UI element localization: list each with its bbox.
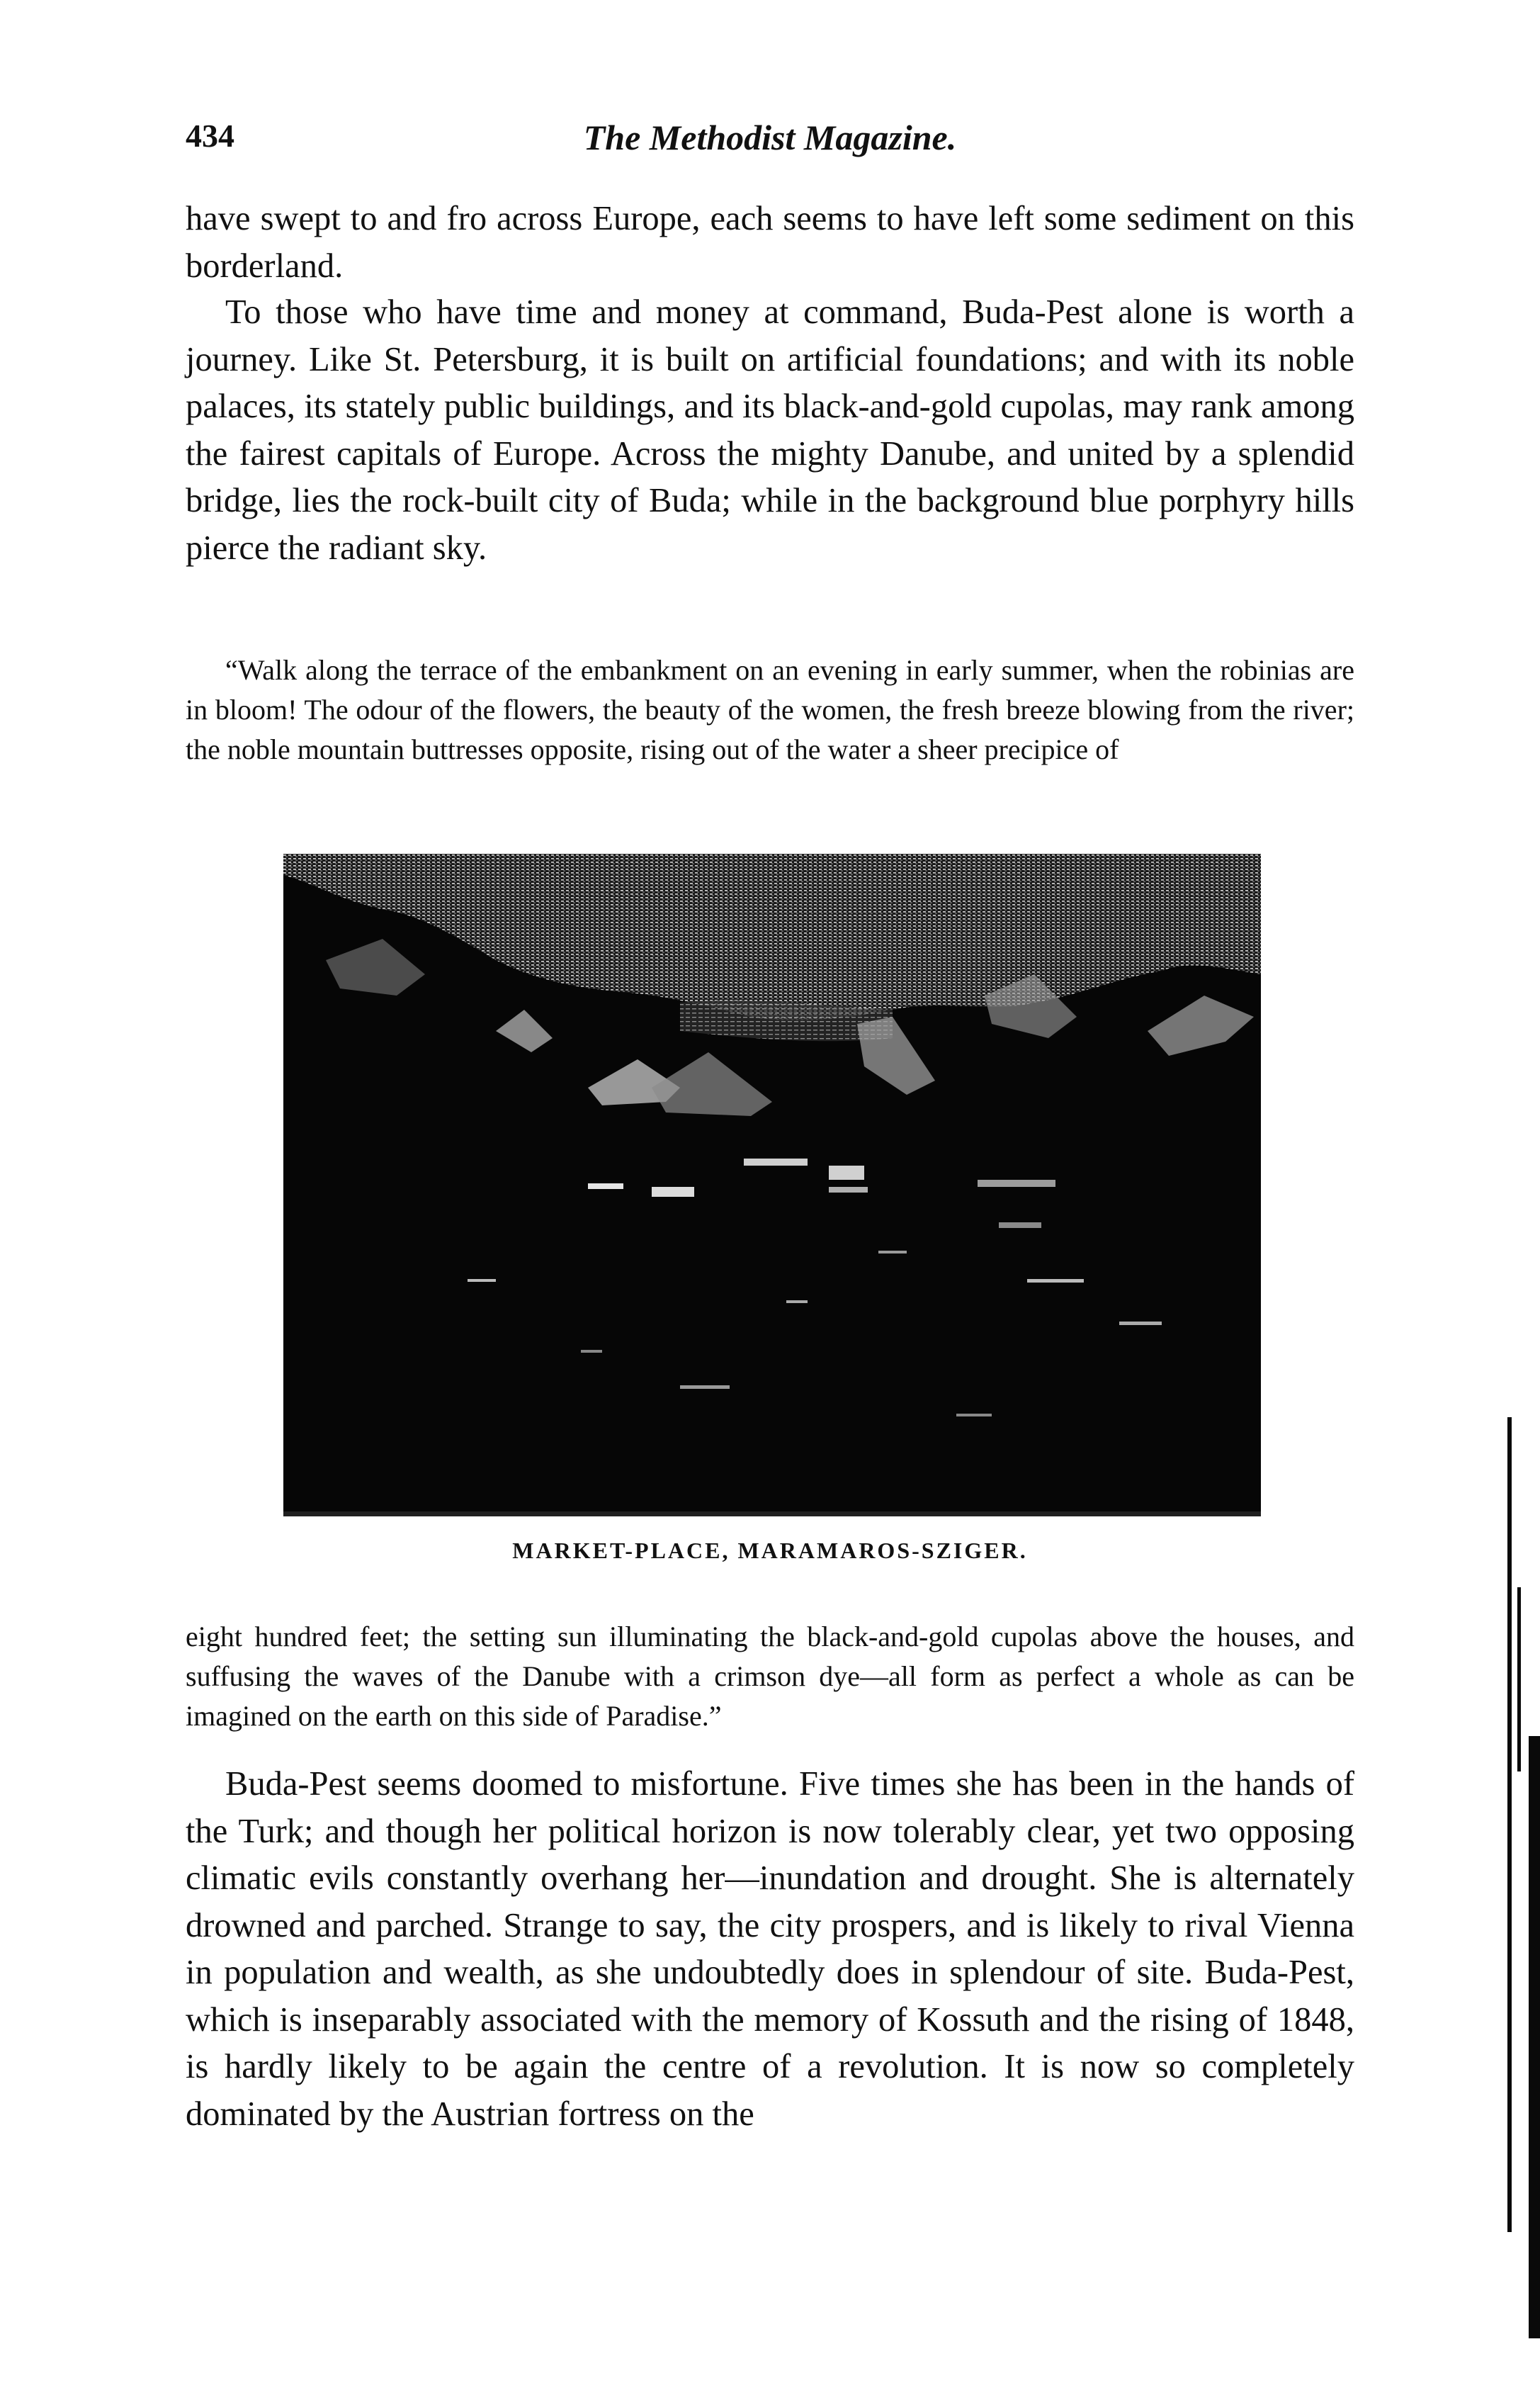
paragraph-text: To those who have time and money at command, Buda-Pest alone is worth a journey. Like St. Petersburg, it is built on artificial foundations; and with its noble palaces, its stately public buildings, and its black-and-gold cupolas, may rank among the fairest capitals of Europe. Across the mighty Danube, and united by a splendid bridge, lies the rock-built city of Buda; while in the background blue porphyry hills pierce the radiant sky. bbox=[186, 293, 1354, 567]
engraving-illustration bbox=[283, 854, 1261, 1516]
market-place-engraving bbox=[283, 854, 1261, 1516]
body-paragraph-continued bbox=[186, 196, 1354, 290]
paragraph-text: Buda-Pest seems doomed to misfortune. Five times she has been in the hands of the Turk; and though her political horizon is now tolerably clear, yet two opposing climatic evils constantly overhang her—inundation and drought. She is alternately drowned and parched. Strange to say, the city prospers, and is likely to rival Vienna in population and wealth, as she undoubtedly does in splendour of site. Buda-Pest, which is inseparably associated with the memory of Kossuth and the rising of 1848, is hardly likely to be again the centre of a revolution. It is now so completely dominated by the Austrian fortress on the bbox=[186, 1765, 1354, 2133]
paragraph-text: have swept to and fro across Europe, each seems to have left some sediment on this borderland. bbox=[186, 200, 1354, 285]
scan-edge-shadow bbox=[1507, 1417, 1512, 2232]
body-paragraph bbox=[186, 289, 1354, 572]
figure-caption: MARKET-PLACE, MARAMAROS-SZIGER. bbox=[512, 1538, 1028, 1563]
quotation-part-2 bbox=[186, 1617, 1354, 1736]
page-number: 434 bbox=[186, 118, 234, 154]
quotation-text: “Walk along the terrace of the embankment on an evening in early summer, when the robinias are in bloom! The odour of the flowers, the beauty of the women, the fresh breeze blowing from the river; the noble mountain buttresses opposite, rising out of the water a sheer precipice of bbox=[186, 654, 1354, 765]
body-paragraph bbox=[186, 1761, 1354, 2138]
page-header bbox=[186, 117, 1354, 167]
quotation-text: eight hundred feet; the setting sun illuminating the black-and-gold cupolas above the houses, and suffusing the waves of the Danube with a crimson dye—all form as perfect a whole as can be imagined on the earth on this side of Paradise.” bbox=[186, 1621, 1354, 1732]
scan-edge-shadow bbox=[1529, 1736, 1540, 2338]
scan-edge-shadow bbox=[1517, 1587, 1521, 1771]
quotation-part-1 bbox=[186, 650, 1354, 770]
running-title: The Methodist Magazine. bbox=[583, 118, 957, 157]
